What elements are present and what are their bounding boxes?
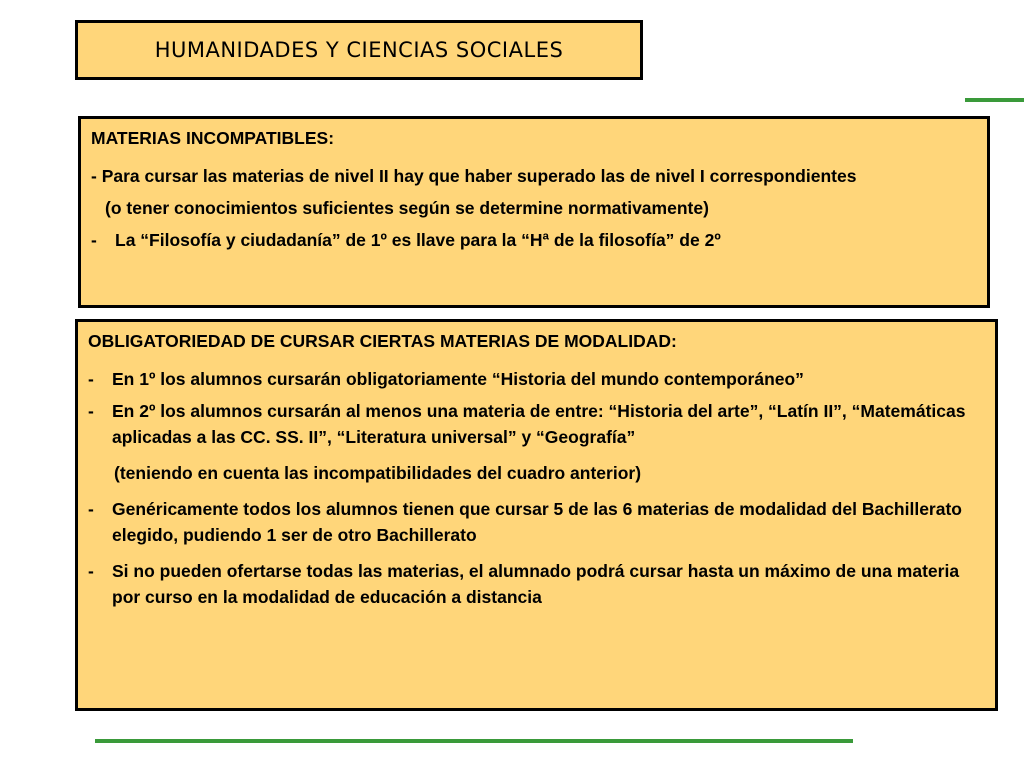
bullet-dash: -	[88, 369, 94, 389]
bottom-green-rule	[95, 739, 853, 743]
title-box	[75, 20, 643, 80]
box1-line1: - Para cursar las materias de nivel II hay que haber superado las de nivel I correspondientes	[91, 166, 857, 186]
box2-bullet-3	[88, 496, 985, 548]
box1-parenthetical: (o tener conocimientos suficientes según se determine normativamente)	[105, 198, 709, 218]
bullet-dash: -	[88, 561, 94, 581]
box2-bullet-2	[88, 398, 985, 450]
box1-bullet	[91, 227, 977, 253]
box2-bullet-4	[88, 558, 985, 610]
box2-parenthetical: (teniendo en cuenta las incompatibilidades del cuadro anterior)	[114, 463, 642, 483]
box2-bullet-4-text: Si no pueden ofertarse todas las materias, el alumnado podrá cursar hasta un máximo de una materia por curso en la modalidad de educación a distancia	[112, 561, 960, 607]
box1-bullet-text: La “Filosofía y ciudadanía” de 1º es llave para la “Hª de la filosofía” de 2º	[115, 230, 721, 250]
box1-heading: MATERIAS INCOMPATIBLES:	[91, 128, 335, 148]
box2-bullet-3-text: Genéricamente todos los alumnos tienen que cursar 5 de las 6 materias de modalidad del Bachillerato elegido, pudiendo 1 ser de otro Bachillerato	[112, 499, 962, 545]
mandatory-subjects-box	[75, 319, 998, 711]
bullet-dash: -	[91, 230, 97, 250]
bullet-dash: -	[88, 401, 94, 421]
incompatible-subjects-box	[78, 116, 990, 308]
box2-heading: OBLIGATORIEDAD DE CURSAR CIERTAS MATERIAS DE MODALIDAD:	[88, 331, 677, 351]
box2-bullet-2-text: En 2º los alumnos cursarán al menos una materia de entre: “Historia del arte”, “Latín II”, “Matemáticas aplicadas a las CC. SS. II”, “Literatura universal” y “Geografía”	[112, 401, 966, 447]
bullet-dash: -	[88, 499, 94, 519]
box2-bullet-1	[88, 366, 985, 392]
box2-bullet-1-text: En 1º los alumnos cursarán obligatoriamente “Historia del mundo contemporáneo”	[112, 369, 804, 389]
top-green-rule	[965, 98, 1024, 102]
slide-title: HUMANIDADES Y CIENCIAS SOCIALES	[154, 38, 564, 62]
